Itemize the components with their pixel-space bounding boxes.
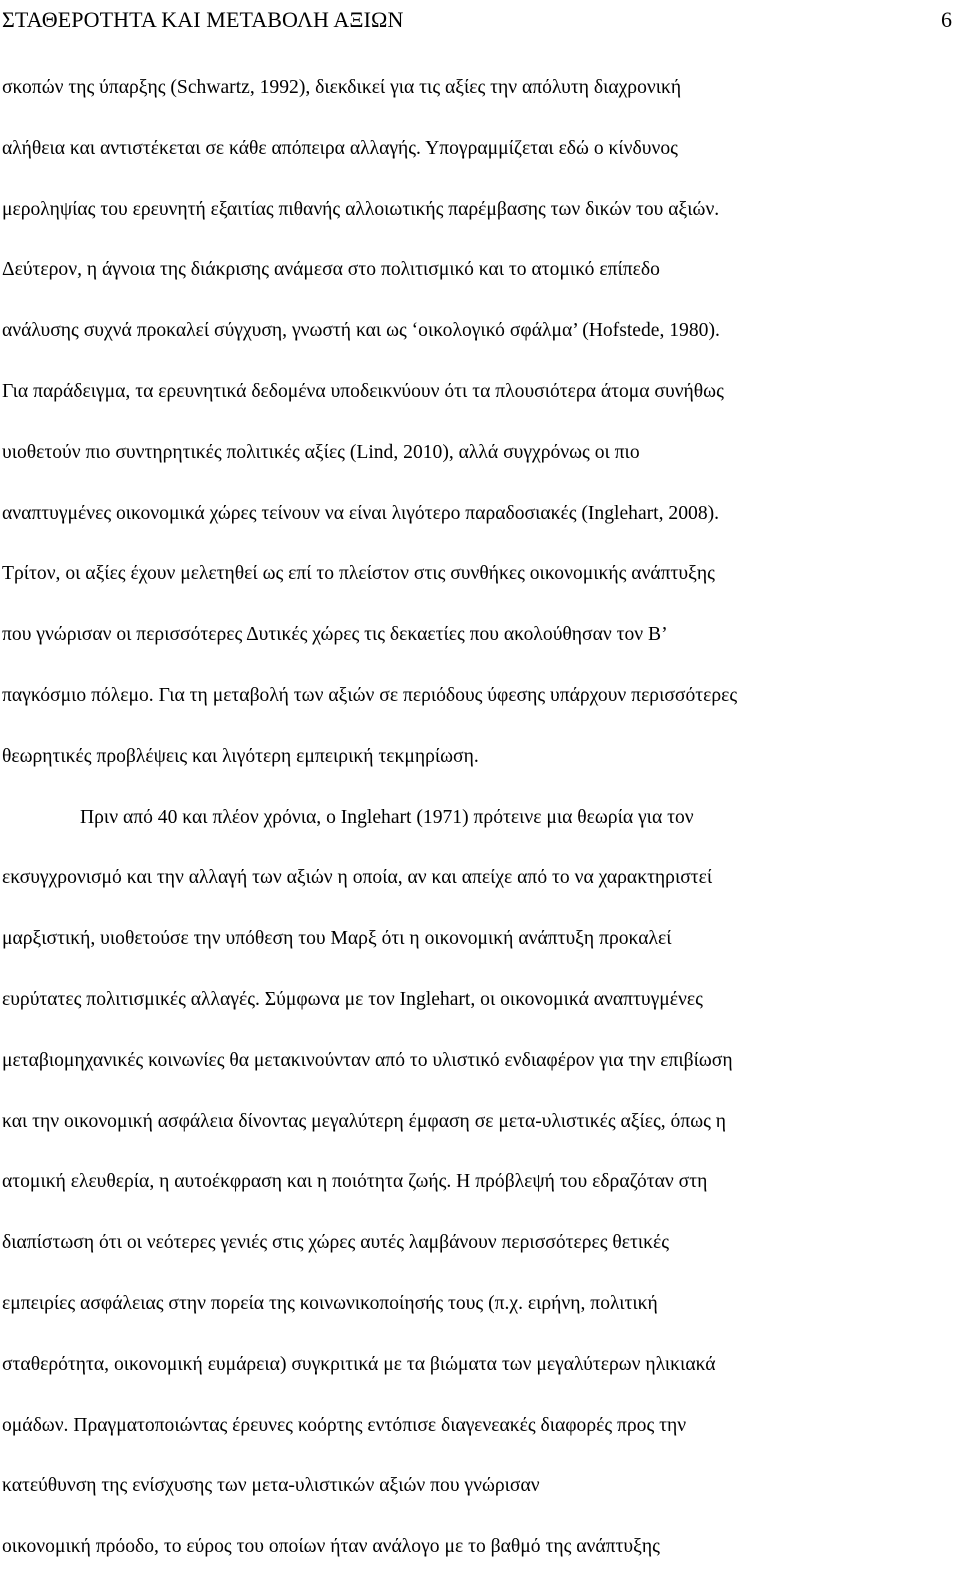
text-line: που γνώρισαν οι περισσότερες Δυτικές χώρες τις δεκαετίες που ακολούθησαν τον Β’ bbox=[2, 624, 668, 646]
text-line: σκοπών της ύπαρξης (Schwartz, 1992), διεκδικεί για τις αξίες την απόλυτη διαχρονική bbox=[2, 77, 682, 98]
text-line: Για παράδειγμα, τα ερευνητικά δεδομένα υποδεικνύουν ότι τα πλουσιότερα άτομα συνήθως bbox=[2, 380, 724, 402]
text-line: ευρύτατες πολιτισμικές αλλαγές. Σύμφωνα με τον Inglehart, οι οικονομικά αναπτυγμένες bbox=[2, 988, 703, 1010]
text-line: αλήθεια και αντιστέκεται σε κάθε απόπειρα αλλαγής. Υπογραμμίζεται εδώ ο κίνδυνος bbox=[2, 137, 678, 159]
text-line: θεωρητικές προβλέψεις και λιγότερη εμπειρική τεκμηρίωση. bbox=[2, 745, 479, 767]
text-line: οικονομική πρόοδο, το εύρος του οποίων ήταν ανάλογο με το βαθμό της ανάπτυξης bbox=[2, 1536, 660, 1558]
text-line: σταθερότητα, οικονομική ευμάρεια) συγκριτικά με τα βιώματα των μεγαλύτερων ηλικιακά bbox=[2, 1353, 716, 1375]
text-line: παγκόσμιο πόλεμο. Για τη μεταβολή των αξιών σε περιόδους ύφεσης υπάρχουν περισσότερες bbox=[2, 684, 738, 706]
text-line: αναπτυγμένες οικονομικά χώρες τείνουν να είναι λιγότερο παραδοσιακές (Inglehart, 2008). bbox=[2, 502, 720, 524]
text-line: Τρίτον, οι αξίες έχουν μελετηθεί ως επί το πλείστον στις συνθήκες οικονομικής ανάπτυξης bbox=[2, 563, 715, 585]
text-line: διαπίστωση ότι οι νεότερες γενιές στις χώρες αυτές λαμβάνουν περισσότερες θετικές bbox=[2, 1232, 670, 1254]
text-line: ανάλυσης συχνά προκαλεί σύγχυση, γνωστή και ως ‘οικολογικό σφάλμα’ (Hofstede, 1980). bbox=[2, 320, 720, 342]
page-number: 6 bbox=[941, 7, 952, 32]
text-line: Δεύτερον, η άγνοια της διάκρισης ανάμεσα στο πολιτισμικό και το ατομικό επίπεδο bbox=[2, 259, 660, 281]
running-header bbox=[0, 0, 960, 40]
body-text bbox=[0, 58, 960, 1578]
text-line: και την οικονομική ασφάλεια δίνοντας μεγαλύτερη έμφαση σε μετα-υλιστικές αξίες, όπως η bbox=[2, 1110, 727, 1132]
text-line: μεταβιομηχανικές κοινωνίες θα μετακινούνταν από το υλιστικό ενδιαφέρον για την επιβίωση bbox=[2, 1049, 733, 1071]
text-line: υιοθετούν πιο συντηρητικές πολιτικές αξίες (Lind, 2010), αλλά συγχρόνως οι πιο bbox=[2, 441, 640, 463]
text-line: εκσυγχρονισμό και την αλλαγή των αξιών η οποία, αν και απείχε από το να χαρακτηριστεί bbox=[2, 867, 713, 889]
text-line: εμπειρίες ασφάλειας στην πορεία της κοινωνικοποίησής τους (π.χ. ειρήνη, πολιτική bbox=[2, 1292, 658, 1314]
text-line: κατεύθυνση της ενίσχυσης των μετα-υλιστικών αξιών που γνώρισαν bbox=[2, 1475, 540, 1497]
text-line: μαρξιστική, υιοθετούσε την υπόθεση του Μαρξ ότι η οικονομική ανάπτυξη προκαλεί bbox=[2, 928, 672, 950]
text-line: μεροληψίας του ερευνητή εξαιτίας πιθανής αλλοιωτικής παρέμβασης των δικών του αξιών. bbox=[2, 198, 720, 220]
text-line: ατομική ελευθερία, η αυτοέκφραση και η ποιότητα ζωής. Η πρόβλεψή του εδραζόταν στη bbox=[2, 1171, 708, 1193]
text-line: ομάδων. Πραγματοποιώντας έρευνες κοόρτης εντόπισε διαγενεακές διαφορές προς την bbox=[2, 1414, 687, 1436]
paragraph-first-line: Πριν από 40 και πλέον χρόνια, ο Inglehart (1971) πρότεινε μια θεωρία για τον bbox=[80, 806, 694, 828]
running-title: ΣΤΑΘΕΡΟΤΗΤΑ ΚΑΙ ΜΕΤΑΒΟΛΗ ΑΞΙΩΝ bbox=[2, 7, 404, 32]
